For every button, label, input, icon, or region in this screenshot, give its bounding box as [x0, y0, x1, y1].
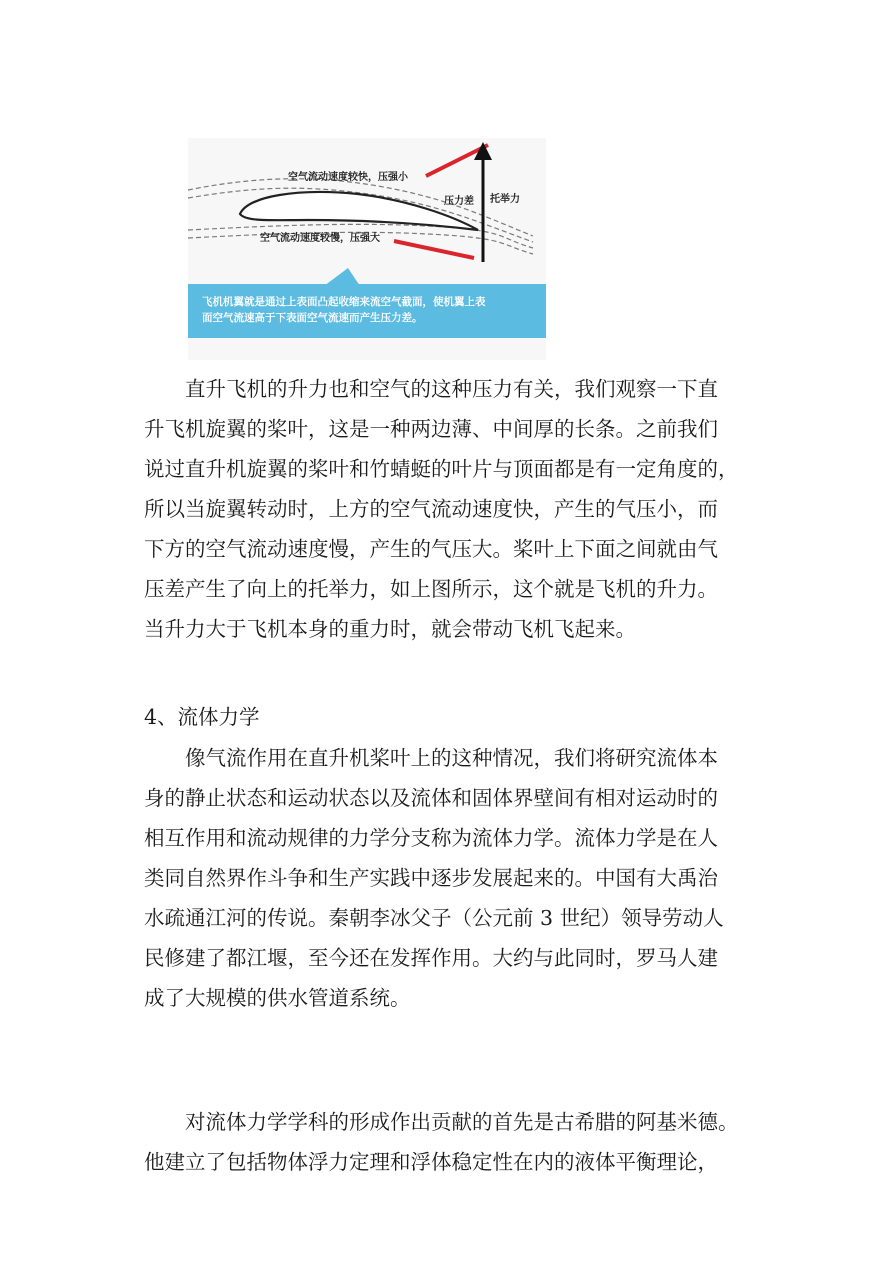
paragraph-line: 所以当旋翼转动时，上方的空气流动速度快，产生的气压小，而: [144, 497, 718, 521]
label-lower-airflow: 空气流动速度较慢，压强大: [260, 233, 380, 244]
paragraph-fluid-mechanics: [144, 738, 764, 1018]
label-pressure-difference: 压力差: [444, 196, 474, 207]
paragraph-line: 升飞机旋翼的桨叶，这是一种两边薄、中间厚的长条。之前我们: [144, 417, 718, 441]
paragraph-line: 直升飞机的升力也和空气的这种压力有关，我们观察一下直: [185, 377, 718, 401]
paragraph-line: 相互作用和流动规律的力学分支称为流体力学。流体力学是在人: [144, 826, 718, 850]
airfoil-diagram-svg: [188, 138, 546, 360]
label-upper-airflow: 空气流动速度较快，压强小: [288, 172, 408, 183]
paragraph-line: 身的静止状态和运动状态以及流体和固体界壁间有相对运动时的: [144, 786, 718, 810]
paragraph-line: 他建立了包括物体浮力定理和浮体稳定性在内的液体平衡理论，: [144, 1150, 718, 1174]
paragraph-line: 成了大规模的供水管道系统。: [144, 986, 411, 1010]
paragraph-helicopter-lift: [144, 369, 764, 649]
paragraph-line: 对流体力学学科的形成作出贡献的首先是古希腊的阿基米德。: [185, 1110, 739, 1134]
caption-line-1: 飞机机翼就是通过上表面凸起收缩来流空气截面，使机翼上表: [202, 296, 486, 308]
paragraph-line: 像气流作用在直升机桨叶上的这种情况，我们将研究流体本: [185, 746, 718, 770]
airfoil-diagram: [188, 138, 546, 360]
paragraph-line: 压差产生了向上的托举力，如上图所示，这个就是飞机的升力。: [144, 577, 718, 601]
paragraph-line: 类同自然界作斗争和生产实践中逐步发展起来的。中国有大禹治: [144, 866, 718, 890]
paragraph-line: 民修建了都江堰，至今还在发挥作用。大约与此同时，罗马人建: [144, 946, 718, 970]
label-lift-force: 托举力: [490, 194, 520, 205]
paragraph-line: 下方的空气流动速度慢，产生的气压大。桨叶上下面之间就由气: [144, 537, 718, 561]
paragraph-line: 水疏通江河的传说。秦朝李冰父子（公元前 3 世纪）领导劳动人: [144, 906, 724, 930]
section-heading: 4、流体力学: [144, 705, 260, 729]
paragraph-line: 当升力大于飞机本身的重力时，就会带动飞机飞起来。: [144, 617, 636, 641]
caption-line-2: 面空气流速高于下表面空气流速而产生压力差。: [202, 312, 423, 324]
paragraph-archimedes: [144, 1102, 764, 1182]
caption-background: [188, 284, 546, 338]
paragraph-line: 说过直升机旋翼的桨叶和竹蜻蜓的叶片与顶面都是有一定角度的，: [144, 457, 739, 481]
